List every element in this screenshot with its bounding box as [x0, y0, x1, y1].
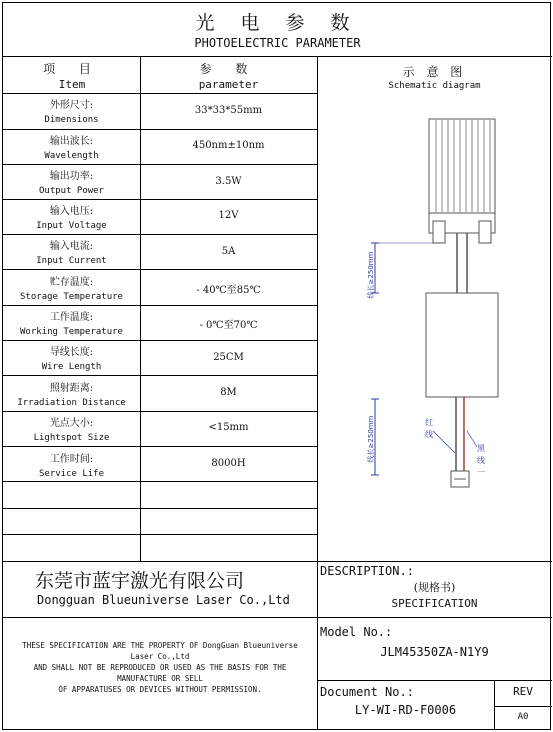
description-label: DESCRIPTION.: — [320, 564, 414, 578]
row-label-cn: 工作温度: — [49, 312, 94, 323]
title-en: PHOTOELECTRIC PARAMETER — [194, 36, 361, 50]
row-label-en: Input Voltage — [36, 221, 107, 231]
row-value: 450nm±10nm — [192, 140, 265, 151]
row-label-cn: 输出功率: — [49, 171, 94, 182]
divider — [3, 561, 552, 562]
notice-line: AND SHALL NOT BE REPRODUCED OR USED AS THE BASIS FOR THE — [33, 663, 287, 672]
wire-length-bottom: 线长≥250mm — [367, 415, 375, 463]
divider — [3, 305, 317, 306]
divider — [3, 411, 317, 412]
rev-label: REV — [513, 685, 533, 698]
leader-line — [467, 431, 477, 447]
divider — [3, 269, 317, 270]
row-value: 25CM — [213, 352, 244, 363]
row-label-cn: 输入电流: — [49, 241, 94, 252]
company-name-en: Dongguan Blueuniverse Laser Co.,Ltd — [37, 593, 290, 607]
black-wire-label-2: 线 — [477, 456, 485, 465]
row-label-cn: 输入电压: — [49, 206, 94, 217]
mount-tab-left — [433, 221, 445, 243]
divider — [3, 534, 317, 535]
divider — [3, 164, 317, 165]
divider — [3, 93, 317, 94]
item-header-en: Item — [58, 78, 86, 91]
row-label-cn: 输出波长: — [49, 136, 94, 147]
description-cn: (规格书) — [413, 581, 456, 594]
row-label-en: Wavelength — [44, 151, 99, 161]
wire-length-top: 线长≥250mm — [367, 251, 375, 299]
divider — [140, 56, 141, 562]
red-wire-label-1: 红 — [425, 418, 433, 427]
row-label-cn: 光点大小: — [49, 418, 94, 429]
laser-module-diagram — [317, 93, 552, 561]
row-label-en: Lightspot Size — [33, 433, 110, 443]
model-number: JLM45350ZA-N1Y9 — [380, 645, 489, 659]
notice-line: MANUFACTURE OR SELL — [117, 674, 203, 683]
row-label-en: Working Temperature — [20, 327, 123, 337]
divider — [3, 481, 317, 482]
row-label-en: Output Power — [38, 186, 105, 196]
param-header-en: parameter — [198, 78, 259, 91]
row-value: - 0℃至70℃ — [199, 320, 258, 331]
row-label-cn: 外形尺寸: — [49, 100, 94, 111]
row-label-cn: 导线长度: — [49, 347, 94, 358]
divider — [3, 508, 317, 509]
param-header-cn: 参 数 — [199, 62, 258, 76]
rev-value: A0 — [517, 712, 529, 722]
driver-board — [426, 293, 498, 397]
notice-line: OF APPARATUSES OR DEVICES WITHOUT PERMISSION. — [58, 685, 262, 694]
row-value: 3.5W — [215, 176, 242, 187]
divider — [3, 340, 317, 341]
diagram-header-cn: 示 意 图 — [402, 65, 467, 79]
row-value: 5A — [221, 246, 236, 257]
document-label: Document No.: — [320, 685, 414, 699]
row-label-cn: 贮存温度: — [49, 277, 94, 288]
row-value: 8M — [220, 387, 237, 398]
divider — [3, 617, 552, 618]
row-label-en: Storage Temperature — [20, 292, 123, 302]
leader-line — [433, 431, 455, 453]
black-wire-label-3: 一 — [477, 468, 485, 477]
row-label-cn: 照射距离: — [49, 383, 94, 394]
black-wire-label-1: 黑 — [477, 444, 485, 453]
notice-line: Laser Co.,Ltd — [130, 652, 190, 661]
divider — [3, 446, 317, 447]
description-en: SPECIFICATION — [391, 597, 478, 610]
document-number: LY-WI-RD-F0006 — [354, 703, 457, 717]
row-value: 12V — [218, 210, 239, 221]
row-label-en: Dimensions — [44, 115, 99, 125]
red-wire-label-2: 线 — [425, 430, 433, 439]
copyright-notice — [3, 640, 317, 695]
row-label-en: Irradiation Distance — [17, 398, 126, 408]
company-name-cn: 东莞市蓝宇激光有限公司 — [35, 570, 245, 592]
mount-tab-right — [479, 221, 491, 243]
red-wire-label — [425, 417, 436, 439]
row-value: 8000H — [211, 458, 246, 469]
divider — [494, 706, 552, 707]
row-label-en: Wire Length — [41, 362, 102, 372]
divider — [3, 199, 317, 200]
divider — [3, 375, 317, 376]
row-value: - 40℃至85℃ — [196, 285, 261, 296]
divider — [3, 234, 317, 235]
divider — [3, 56, 552, 57]
row-label-en: Input Current — [36, 256, 107, 266]
notice-line: THESE SPECIFICATION ARE THE PROPERTY OF DongGuan Blueuniverse — [22, 641, 298, 650]
row-label-cn: 工作时间: — [49, 454, 94, 465]
heatsink — [429, 119, 495, 213]
row-value: <15mm — [208, 422, 249, 433]
spec-sheet — [2, 2, 551, 730]
divider — [317, 680, 552, 681]
row-label-en: Service Life — [38, 469, 105, 479]
divider — [3, 129, 317, 130]
row-value: 33*33*55mm — [194, 105, 263, 116]
title-cn: 光 电 参 数 — [195, 12, 360, 34]
model-label: Model No.: — [320, 625, 393, 639]
black-wire-label — [477, 444, 488, 477]
item-header-cn: 项 目 — [43, 62, 101, 76]
diagram-header-en: Schematic diagram — [388, 81, 481, 91]
